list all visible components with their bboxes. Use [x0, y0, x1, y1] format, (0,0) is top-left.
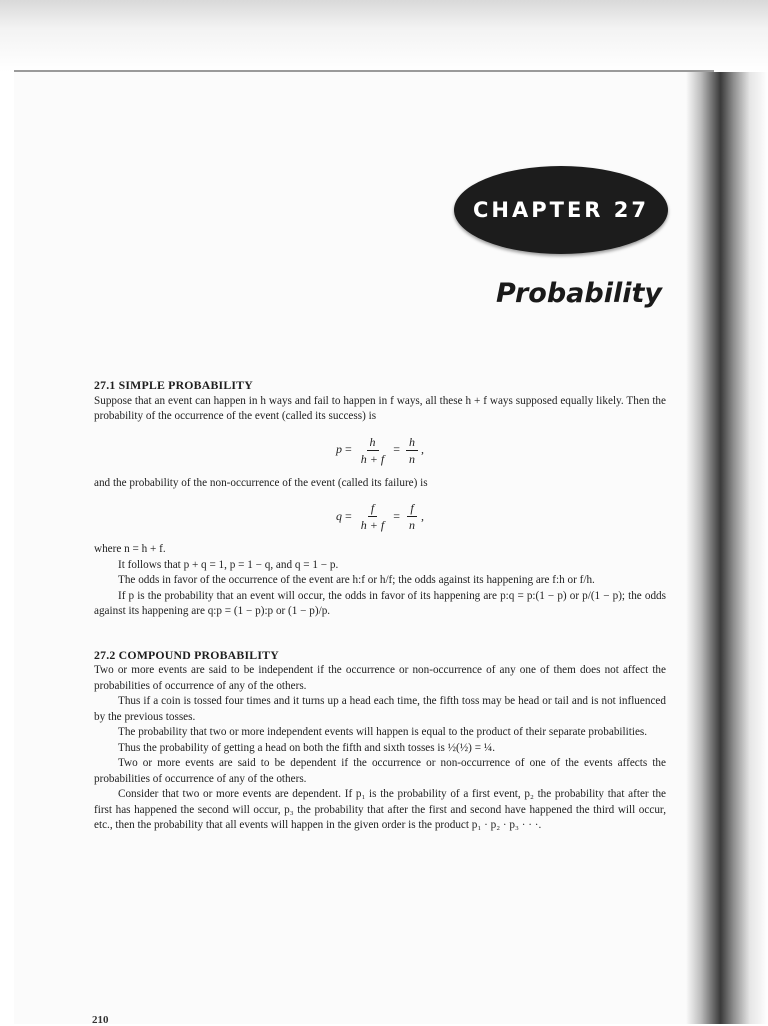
eq1-denominator-1: h + f — [360, 451, 385, 466]
eq2-equals-2: = — [393, 508, 400, 523]
book-gutter-shadow — [686, 72, 768, 1024]
paragraph-dependent-product: Consider that two or more events are dependent. If p₁ is the probability of a first event, p₂ the probability that after the first has happened the second will occur, p₃ the probability that after the first and second have happened the third will occur, etc., then the probability that all events will happen in the given order is the product p₁ · p₂ · p₃ · · ·. — [94, 788, 666, 831]
eq2-denominator-2: n — [409, 518, 415, 532]
eq2-lhs: q — [336, 508, 342, 523]
paragraph-product-rule: The probability that two or more independent events will happen is equal to the product of their separate probabilities. — [118, 726, 648, 738]
eq1-end: , — [421, 442, 424, 457]
equation-success-probability — [94, 435, 666, 466]
paragraph-where: where n = h + f. — [94, 543, 166, 555]
eq1-fraction-2 — [406, 435, 418, 466]
eq2-denominator-1: h + f — [360, 518, 385, 532]
eq1-fraction-1 — [358, 435, 387, 466]
eq2-fraction-1 — [358, 501, 387, 532]
eq2-numerator-1: f — [368, 501, 377, 517]
section-spacer — [94, 620, 666, 648]
scan-top-shadow — [0, 0, 768, 72]
paragraph-dependent: Two or more events are said to be dependent if the occurrence or non-occurrence of one of the events affects the probabilities of occurrence of any of the others. — [94, 757, 666, 785]
page-number: 210 — [92, 1014, 109, 1026]
paragraph-head-example: Thus the probability of getting a head on both the fifth and sixth tosses is ½(½) = ¼. — [118, 741, 495, 754]
paragraph-intro: Suppose that an event can happen in h ways and fail to happen in f ways, all these h + f ways supposed equally likely. Then the probability of the occurrence of the event (called its success) is — [94, 394, 666, 422]
paragraph-odds: The odds in favor of the occurrence of the event are h:f or h/f; the odds against its happening are f:h or f/h. — [118, 574, 595, 586]
eq2-equals-1: = — [345, 508, 352, 523]
eq2-numerator-2: f — [407, 501, 416, 517]
chapter-title: Probability — [496, 278, 662, 309]
chapter-badge: CHAPTER 27 — [454, 166, 668, 254]
equation-failure-probability — [94, 501, 666, 532]
paragraph-coin-toss: Thus if a coin is tossed four times and it turns up a head each time, the fifth toss may be head or tail and is not influenced by the previous tosses. — [94, 695, 666, 723]
eq1-lhs: p — [336, 442, 342, 457]
eq1-equals-2: = — [393, 442, 400, 457]
eq2-fraction-2 — [406, 501, 418, 532]
eq1-numerator-1: h — [367, 435, 379, 451]
paragraph-failure: and the probability of the non-occurrence of the event (called its failure) is — [94, 476, 428, 489]
eq2-end: , — [421, 508, 424, 523]
section-heading-simple-probability: 27.1 SIMPLE PROBABILITY — [94, 378, 253, 392]
paragraph-independent: Two or more events are said to be independent if the occurrence or non-occurrence of any one of them does not affect the probabilities of occurrence of any of the others. — [94, 664, 666, 692]
eq1-denominator-2: n — [409, 451, 415, 466]
paragraph-follows: It follows that p + q = 1, p = 1 − q, and q = 1 − p. — [118, 558, 339, 571]
page-content — [94, 378, 666, 834]
eq1-numerator-2: h — [406, 435, 418, 451]
paragraph-odds-p: If p is the probability that an event will occur, the odds in favor of its happening are p:q = p:(1 − p) or p/(1 − p); the odds against its happening are q:p = (1 − p):p or (1 − p)/p. — [94, 589, 666, 617]
eq1-equals-1: = — [345, 442, 352, 457]
section-heading-compound-probability: 27.2 COMPOUND PROBABILITY — [94, 647, 279, 662]
